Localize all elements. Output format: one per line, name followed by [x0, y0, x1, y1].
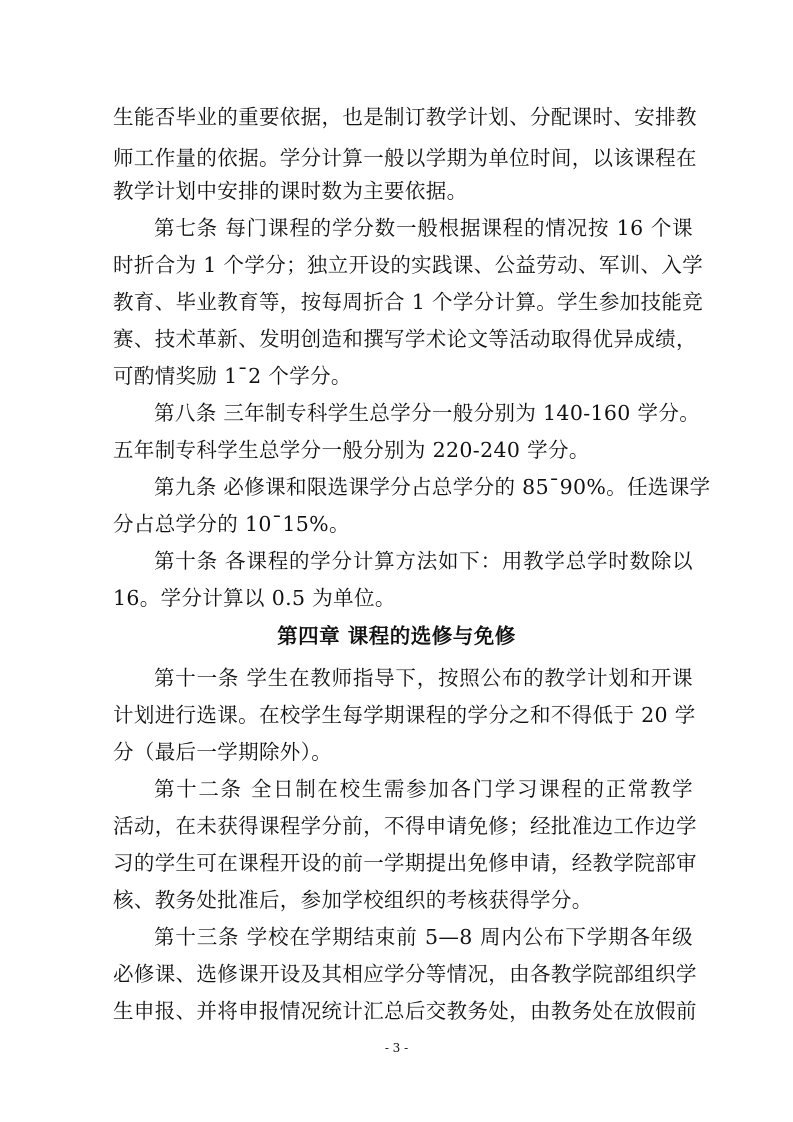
- chapter-heading: 第四章 课程的选修与免修: [277, 624, 516, 648]
- paragraph-line: 分（最后一学期除外）。: [113, 740, 333, 764]
- paragraph-line: 计划进行选课。在校学生每学期课程的学分之和不得低于 20 学: [113, 703, 696, 727]
- article-8-line: 第八条 三年制专科学生总学分一般分别为 140-160 学分。: [154, 401, 701, 425]
- paragraph-line: 习的学生可在课程开设的前一学期提出免修申请，经教学院部审: [113, 851, 697, 875]
- paragraph-line: 五年制专科学生总学分一般分别为 220-240 学分。: [113, 438, 590, 462]
- paragraph-line: 师工作量的依据。学分计算一般以学期为单位时间，以该课程在: [113, 146, 697, 170]
- paragraph-line: 教学计划中安排的课时数为主要依据。: [113, 179, 468, 203]
- article-7-line: 第七条 每门课程的学分数一般根据课程的情况按 16 个课: [154, 216, 693, 240]
- article-13-line: 第十三条 学校在学期结束前 5—8 周内公布下学期各年级: [154, 925, 693, 949]
- paragraph-line: 必修课、选修课开设及其相应学分等情况，由各教学院部组织学: [113, 962, 697, 986]
- article-9-line: 第九条 必修课和限选课学分占总学分的 85¯90%。任选课学: [154, 475, 711, 499]
- page-number: - 3 -: [384, 1041, 409, 1055]
- article-11-line: 第十一条 学生在教师指导下，按照公布的教学计划和开课: [154, 666, 693, 690]
- paragraph-line: 核、教务处批准后，参加学校组织的考核获得学分。: [113, 888, 593, 912]
- paragraph-line: 生能否毕业的重要依据，也是制订教学计划、分配课时、安排教: [113, 105, 697, 129]
- paragraph-line: 生申报、并将申报情况统计汇总后交教务处，由教务处在放假前: [113, 999, 697, 1023]
- paragraph-line: 活动，在未获得课程学分前，不得申请免修；经批准边工作边学: [113, 814, 697, 838]
- paragraph-line: 可酌情奖励 1¯2 个学分。: [113, 364, 352, 388]
- paragraph-line: 时折合为 1 个学分；独立开设的实践课、公益劳动、军训、入学: [113, 253, 704, 277]
- paragraph-line: 分占总学分的 10¯15%。: [113, 512, 350, 536]
- article-10-line: 第十条 各课程的学分计算方法如下：用教学总学时数除以: [154, 549, 693, 573]
- paragraph-line: 16。学分计算以 0.5 为单位。: [113, 586, 396, 610]
- article-12-line: 第十二条 全日制在校生需参加各门学习课程的正常教学: [154, 777, 693, 801]
- paragraph-line: 赛、技术革新、发明创造和撰写学术论文等活动取得优异成绩，: [113, 327, 697, 351]
- paragraph-line: 教育、毕业教育等，按每周折合 1 个学分计算。学生参加技能竞: [113, 290, 704, 314]
